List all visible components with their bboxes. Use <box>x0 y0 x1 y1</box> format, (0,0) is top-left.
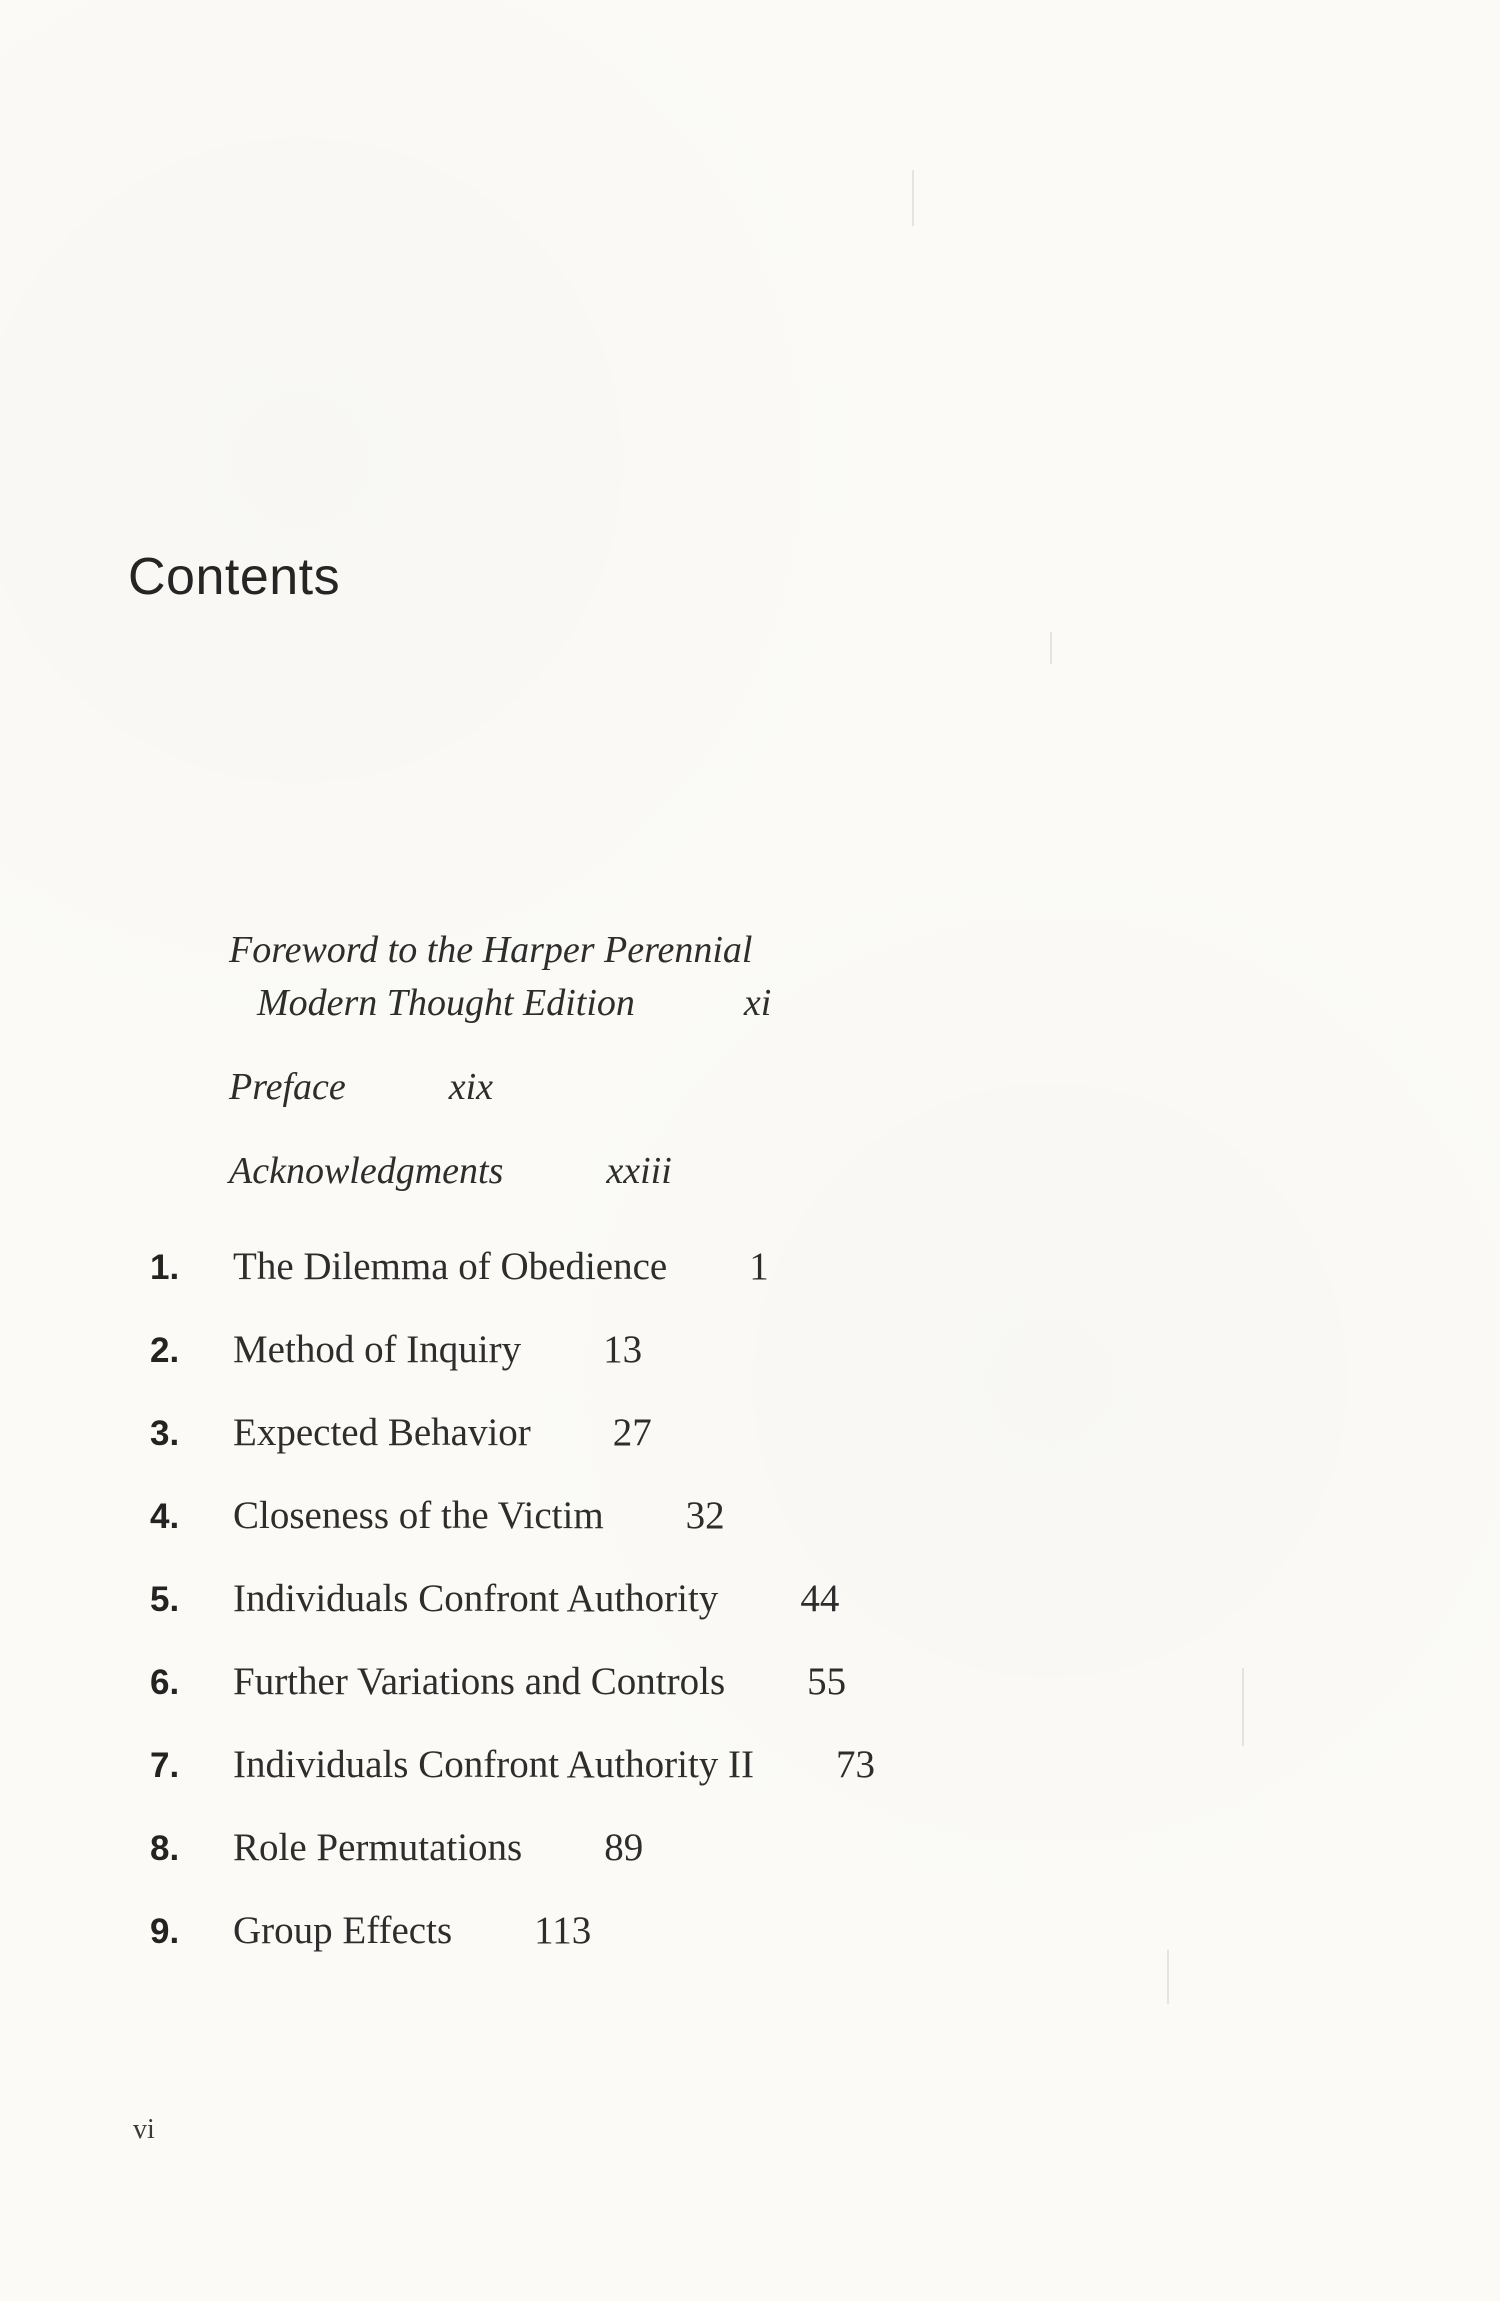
front-matter-list <box>229 924 771 1198</box>
toc-chapter-9 <box>150 1908 1050 1991</box>
toc-chapter-8 <box>150 1825 1050 1908</box>
chapter-page-number: 1 <box>749 1245 769 1288</box>
toc-chapter-2 <box>150 1327 1050 1410</box>
foreword-title-line-2-row <box>229 977 771 1030</box>
toc-chapter-5 <box>150 1576 1050 1659</box>
chapter-title: Individuals Confront Authority <box>233 1577 719 1620</box>
toc-entry-foreword <box>229 924 771 1030</box>
chapter-page-number: 32 <box>685 1494 725 1537</box>
chapter-number: 3. <box>150 1414 180 1453</box>
scan-mark <box>1167 1950 1169 2004</box>
chapter-title: Group Effects <box>233 1909 453 1952</box>
chapter-number: 4. <box>150 1497 180 1536</box>
foreword-page-number: xi <box>743 982 772 1024</box>
chapter-page-number: 13 <box>603 1328 643 1371</box>
chapter-title: Expected Behavior <box>233 1411 531 1454</box>
chapter-page-number: 73 <box>836 1743 876 1786</box>
page-title: Contents <box>128 548 341 606</box>
chapter-number: 9. <box>150 1912 180 1951</box>
chapter-number: 5. <box>150 1580 180 1619</box>
preface-page-number: xix <box>448 1066 494 1108</box>
chapter-title: Role Permutations <box>233 1826 523 1869</box>
scan-mark <box>1050 632 1052 664</box>
toc-chapter-1 <box>150 1244 1050 1327</box>
chapter-page-number: 113 <box>534 1909 592 1952</box>
chapter-title: Closeness of the Victim <box>233 1494 604 1537</box>
chapter-page-number: 27 <box>612 1411 652 1454</box>
chapter-number: 8. <box>150 1829 180 1868</box>
toc-entry-preface <box>229 1061 771 1114</box>
chapter-number: 6. <box>150 1663 180 1702</box>
toc-chapter-3 <box>150 1410 1050 1493</box>
chapter-page-number: 89 <box>604 1826 644 1869</box>
foreword-title-line-1: Foreword to the Harper Perennial <box>229 929 753 971</box>
toc-chapter-6 <box>150 1659 1050 1742</box>
foreword-title-line-2: Modern Thought Edition <box>257 982 635 1024</box>
chapter-number: 1. <box>150 1248 180 1287</box>
toc-chapter-4 <box>150 1493 1050 1576</box>
chapter-title: Method of Inquiry <box>233 1328 522 1371</box>
page-folio: vi <box>133 2114 155 2145</box>
scan-mark <box>912 170 914 226</box>
chapter-number: 2. <box>150 1331 180 1370</box>
scan-mark <box>1242 1668 1244 1746</box>
chapter-title: Individuals Confront Authority II <box>233 1743 755 1786</box>
toc-chapter-7 <box>150 1742 1050 1825</box>
preface-title: Preface <box>229 1066 346 1108</box>
chapter-page-number: 55 <box>807 1660 847 1703</box>
chapter-page-number: 44 <box>800 1577 840 1620</box>
chapter-title: The Dilemma of Obedience <box>233 1245 668 1288</box>
chapter-number: 7. <box>150 1746 180 1785</box>
acknowledgments-title: Acknowledgments <box>229 1150 504 1192</box>
chapter-title: Further Variations and Controls <box>233 1660 726 1703</box>
chapter-list <box>150 1244 1050 1991</box>
acknowledgments-page-number: xxiii <box>606 1150 672 1192</box>
toc-entry-acknowledgments <box>229 1145 771 1198</box>
